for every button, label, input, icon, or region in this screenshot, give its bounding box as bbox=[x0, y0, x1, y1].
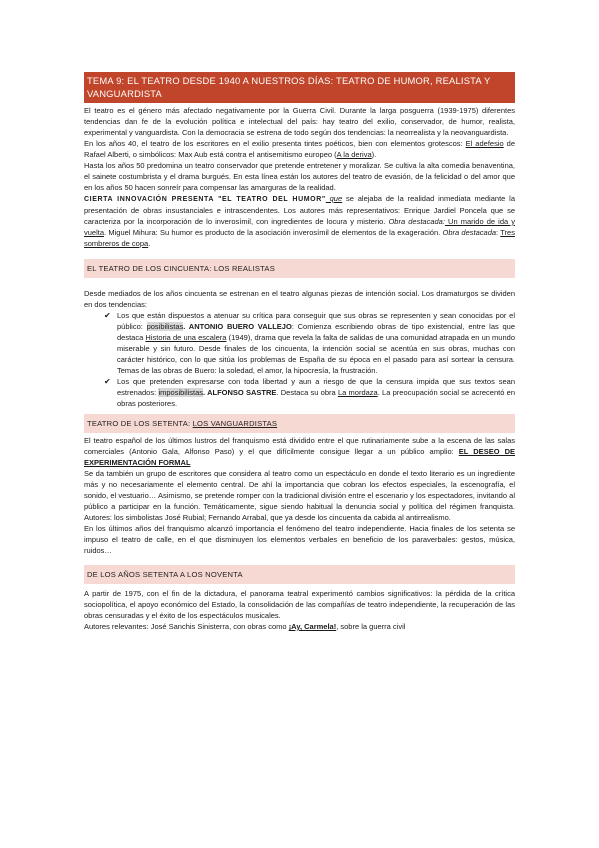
text-run: . La preocupación social se acrecentó en obras posteriores. bbox=[117, 388, 515, 408]
text-run: . Miguel Mihura: Su humor es producto de la asociación inverosímil de elementos de la exageración. bbox=[104, 228, 443, 237]
intro-paragraph-2 bbox=[84, 138, 515, 160]
text-run: . Destaca su obra bbox=[276, 388, 338, 397]
realistas-paragraph: Desde mediados de los años cincuenta se estrenan en el teatro algunas piezas de intención social. Los dramaturgos se dividen en dos tendencias: bbox=[84, 289, 515, 309]
text-run: TEATRO DE LOS SETENTA: bbox=[87, 419, 193, 428]
text-run: se alejaba de la realidad inmediata mediante la presentación de obras insustanciales e intrascendentes. Los autores más representativos: Enrique Jardiel Poncela que se caracteriza por la incorporación de lo inverosímil, con ingredientes de locura y misterio. bbox=[84, 194, 515, 226]
text-run: , sobre la guerra civil bbox=[336, 622, 406, 631]
setenta-noventa-paragraph-2 bbox=[84, 621, 515, 632]
text-run: Autores relevantes: José Sanchis Sinisterra, con obras como bbox=[84, 622, 289, 631]
text-run: El teatro español de los últimos lustros del franquismo está dividido entre el que rutinariamente sube a la escena de las salas comerciales (Antonio Gala, Alfonso Paso) y el que difícilmente consigue llegar a un público amplio: bbox=[84, 436, 515, 456]
work-title: A la deriva bbox=[336, 150, 372, 159]
author-name: . ALFONSO SASTRE bbox=[203, 388, 277, 397]
check-icon: ✔ bbox=[104, 311, 111, 320]
vanguardistas-paragraph-2: Se da también un grupo de escritores que considera al teatro como un espectáculo en donde el texto literario es un ingrediente más y no necesariamente el elemento central. De ahí la importancia que cobran los efectos especiales, la escenografía, el sonido, el vestuario… Asimismo, se pretende romper con la tradicional división entre el escenario y los espectadores, invitando al público a participar en la función. Temáticamente, sigue siendo habitual la denuncia social y política del régimen franquista. Autores: los simbolistas José Rubial; Fernando Arrabal, que ya desde los cincuenta da cabida al antirrealismo. bbox=[84, 469, 515, 522]
check-icon: ✔ bbox=[104, 377, 111, 386]
text-run: ). bbox=[371, 150, 377, 159]
section-heading-realistas: EL TEATRO DE LOS CINCUENTA: LOS REALISTAS bbox=[84, 259, 515, 278]
key-concept: EL DESEO DE EXPERIMENTACIÓN FORMAL bbox=[84, 447, 516, 467]
intro-paragraph-1: El teatro es el género más afectado negativamente por la Guerra Civil. Durante la larga posguerra (1939-1975) diferentes tendencias dan fe de la evolución política e intelectual del país: hay teatro del exilio, conservador, de humor, realista, experimental y vanguardista. Con la democracia se estrena de todo según dos tendencias: la neorrealista y la neovanguardista. bbox=[84, 106, 515, 137]
intro-paragraph-3: Hasta los años 50 predomina un teatro conservador que pretende entretener y moralizar. Se cultiva la alta comedia benaventina, el sainete costumbrista y el drama burgués. En esta línea están los autores del teatro de evasión, de la felicidad o del amor que en los años 50 hacen sonreír para compensar las amarguras de la realidad. bbox=[84, 161, 515, 192]
section-heading-setenta-noventa: DE LOS AÑOS SETENTA A LOS NOVENTA bbox=[84, 565, 515, 584]
text-run: de Rafael Alberti, o simbólicos: Max Aub está contra el antisemitismo europeo ( bbox=[84, 139, 516, 159]
section-heading-vanguardistas bbox=[84, 414, 515, 433]
humor-heading: CIERTA INNOVACIÓN PRESENTA "EL TEATRO DEL HUMOR" bbox=[84, 196, 326, 203]
vanguardistas-paragraph-1 bbox=[84, 435, 515, 468]
page-title: TEMA 9: EL TEATRO DESDE 1940 A NUESTROS DÍAS: TEATRO DE HUMOR, REALISTA Y VANGUARDISTA bbox=[84, 72, 515, 103]
work-title: Tres sombreros de copa bbox=[84, 228, 515, 248]
work-title: Un marido de ida y vuelta bbox=[84, 217, 515, 237]
text-run: : bbox=[496, 228, 501, 237]
author-name: . ANTONIO BUERO VALLEJO bbox=[183, 322, 292, 331]
text-run: que bbox=[325, 194, 343, 203]
document-page bbox=[84, 72, 515, 632]
text-run: Los que pretenden expresarse con toda libertad y aun a riesgo de que la censura impida que sus textos sean estrenados: bbox=[117, 377, 515, 397]
work-title: El adefesio bbox=[465, 139, 504, 148]
text-run: (1949), drama que revela la falta de salidas de una comunidad atrapada en un mundo miserable y sin futuro. Desde finales de los cincuenta, la intención social se acentúa en sus obras, muchas con carácter histórico, con lo que sitúa los problemas de España de su época en el pasado para así sortear la censura. Temas de las obras de Buero: la soledad, el amor, la hipocresía, la frustración. bbox=[117, 333, 515, 375]
highlighted-term: imposibilistas bbox=[158, 388, 204, 397]
work-title: La mordaza bbox=[337, 388, 378, 397]
setenta-noventa-paragraph-1: A partir de 1975, con el fin de la dictadura, el panorama teatral experimentó cambios significativos: la pérdida de la crítica sociopolítica, el apoyo económico del Estado, la consolidación de las compañías de teatro independiente, la recuperación de las obras censuradas y el éxito de los espectáculos musicales. bbox=[84, 589, 515, 620]
bullet-posibilistas bbox=[84, 310, 515, 376]
bullet-imposibilistas bbox=[84, 376, 515, 409]
work-title: Historia de una escalera bbox=[145, 333, 227, 342]
text-run: : Comienza escribiendo obras de tipo existencial, entre las que destaca bbox=[117, 322, 516, 342]
vanguardistas-paragraph-3: En los últimos años del franquismo alcanzó importancia el fenómeno del teatro independiente. Hacia finales de los setenta se impuso el teatro de calle, en el que disminuyen los elementos verbales en beneficio de los paraverbales: gestos, música, ruidos… bbox=[84, 524, 515, 555]
text-run: Obra destacada: bbox=[388, 217, 445, 226]
text-run: LOS VANGUARDISTAS bbox=[192, 419, 278, 428]
text-run: . bbox=[148, 239, 151, 248]
highlighted-term: posibilistas bbox=[146, 322, 184, 331]
text-run: Obra destacada bbox=[442, 228, 497, 237]
text-run: En los años 40, el teatro de los escritores en el exilio presenta tintes poéticos, bien con elementos grotescos: bbox=[84, 139, 466, 148]
work-title: ¡Ay, Carmela! bbox=[288, 622, 337, 631]
intro-paragraph-4 bbox=[84, 193, 515, 249]
text-run: Los que están dispuestos a atenuar su crítica para conseguir que sus obras se representen y sean conocidas por el público: bbox=[117, 311, 515, 331]
